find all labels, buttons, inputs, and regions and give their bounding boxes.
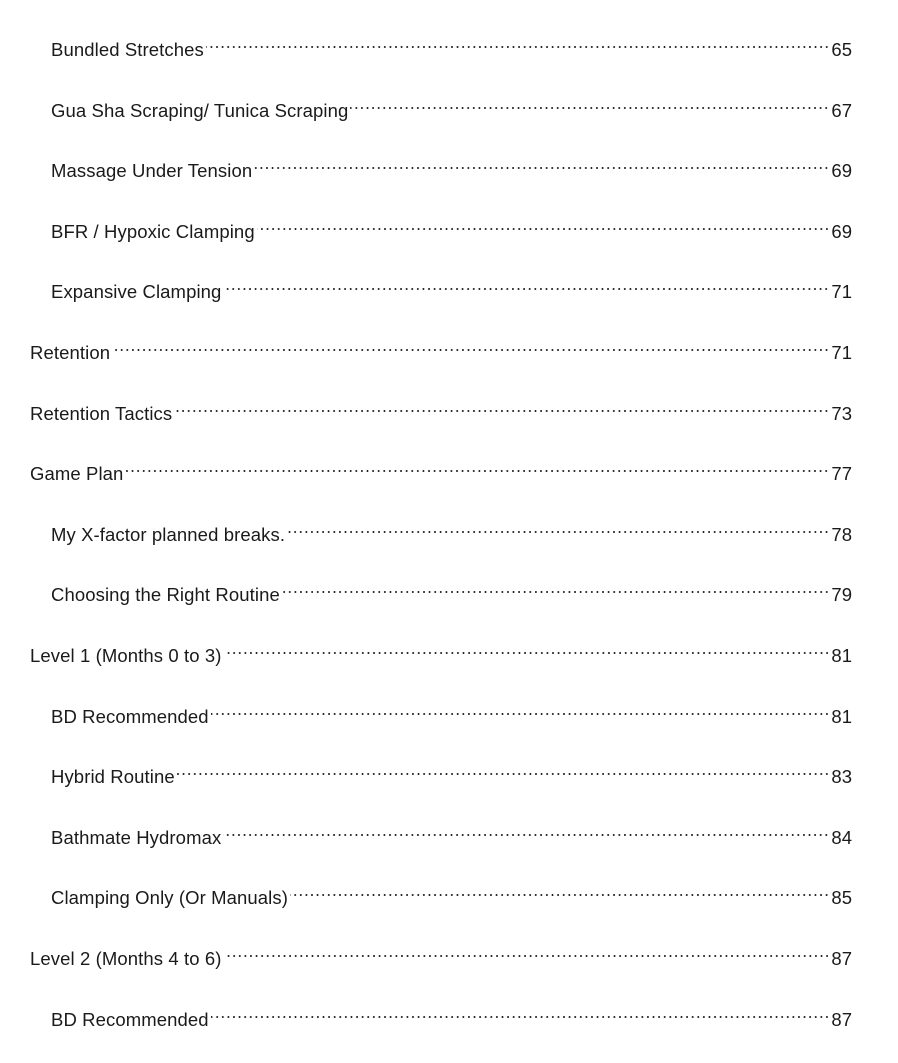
- toc-entry-page: 78: [831, 523, 852, 545]
- toc-entry-title: Level 2 (Months 4 to 6): [30, 947, 222, 969]
- toc-entry-title: My X-factor planned breaks.: [51, 523, 286, 545]
- toc-entry-gua-sha-scraping[interactable]: [0, 87, 898, 148]
- toc-entry-bd-recommended[interactable]: [0, 693, 898, 754]
- toc-entry-title: Hybrid Routine: [51, 766, 175, 788]
- toc-entry-title: Bundled Stretches: [51, 39, 204, 60]
- toc-entry-retention-tactics[interactable]: [0, 390, 898, 451]
- toc-entry-page: 85: [831, 887, 852, 909]
- toc-entry-page: 81: [831, 705, 852, 727]
- toc-entry-bathmate-hydromax[interactable]: [0, 814, 898, 875]
- toc-entry-page: 69: [831, 160, 852, 182]
- toc-entry-clamping-only[interactable]: [0, 874, 898, 935]
- toc-entry-page: 79: [831, 584, 852, 606]
- dot-leader: [287, 511, 829, 541]
- dot-leader: [224, 632, 830, 662]
- dot-leader: [125, 450, 829, 480]
- toc-entry-title: BFR / Hypoxic Clamping: [51, 220, 255, 242]
- toc-entry-x-factor-planned-breaks[interactable]: [0, 511, 898, 572]
- toc-entry-page: 87: [831, 947, 852, 969]
- toc-entry-level-1[interactable]: [0, 632, 898, 693]
- toc-entry-massage-under-tension[interactable]: [0, 147, 898, 208]
- toc-entry-title: Level 1 (Months 0 to 3): [30, 644, 222, 666]
- toc-entry-bd-recommended-level-2[interactable]: [0, 996, 898, 1057]
- toc-entry-page: 65: [831, 39, 852, 60]
- dot-leader: [211, 996, 830, 1026]
- toc-entry-page: 81: [831, 644, 852, 666]
- toc-entry-title: BD Recommended: [51, 705, 209, 727]
- toc-entry-page: 77: [831, 463, 852, 485]
- toc-entry-page: 67: [831, 99, 852, 121]
- toc-entry-bfr-hypoxic-clamping[interactable]: [0, 208, 898, 269]
- dot-leader: [290, 874, 829, 904]
- toc-entry-title: Bathmate Hydromax: [51, 826, 222, 848]
- toc-entry-title: Retention: [30, 341, 111, 363]
- toc-entry-page: 73: [831, 402, 852, 424]
- toc-entry-title: Choosing the Right Routine: [51, 584, 280, 606]
- toc-entry-retention[interactable]: [0, 329, 898, 390]
- dot-leader: [211, 693, 830, 723]
- toc-entry-title: Clamping Only (Or Manuals): [51, 887, 289, 909]
- dot-leader: [224, 935, 830, 965]
- table-of-contents: [0, 26, 898, 1056]
- dot-leader: [223, 268, 829, 298]
- toc-entry-title: Expansive Clamping: [51, 281, 222, 303]
- dot-leader: [223, 814, 829, 844]
- dot-leader: [257, 208, 830, 238]
- toc-entry-title: Gua Sha Scraping/ Tunica Scraping: [51, 99, 349, 121]
- toc-entry-game-plan[interactable]: [0, 450, 898, 511]
- toc-entry-page: 69: [831, 220, 852, 242]
- dot-leader: [350, 87, 829, 117]
- toc-entry-bundled-stretches[interactable]: [0, 26, 898, 87]
- toc-entry-title: Massage Under Tension: [51, 160, 253, 182]
- dot-leader: [112, 329, 829, 359]
- toc-entry-page: 71: [831, 281, 852, 303]
- toc-entry-title: Retention Tactics: [30, 402, 173, 424]
- toc-entry-page: 84: [831, 826, 852, 848]
- toc-entry-expansive-clamping[interactable]: [0, 268, 898, 329]
- toc-entry-title: BD Recommended: [51, 1008, 209, 1030]
- toc-entry-choosing-the-right-routine[interactable]: [0, 571, 898, 632]
- dot-leader: [177, 753, 830, 783]
- dot-leader: [254, 147, 829, 177]
- dot-leader: [206, 26, 830, 56]
- dot-leader: [282, 571, 830, 601]
- toc-entry-page: 87: [831, 1008, 852, 1030]
- toc-entry-hybrid-routine[interactable]: [0, 753, 898, 814]
- toc-entry-page: 71: [831, 341, 852, 363]
- dot-leader: [174, 390, 829, 420]
- toc-entry-page: 83: [831, 766, 852, 788]
- toc-entry-level-2[interactable]: [0, 935, 898, 996]
- toc-entry-title: Game Plan: [30, 463, 124, 485]
